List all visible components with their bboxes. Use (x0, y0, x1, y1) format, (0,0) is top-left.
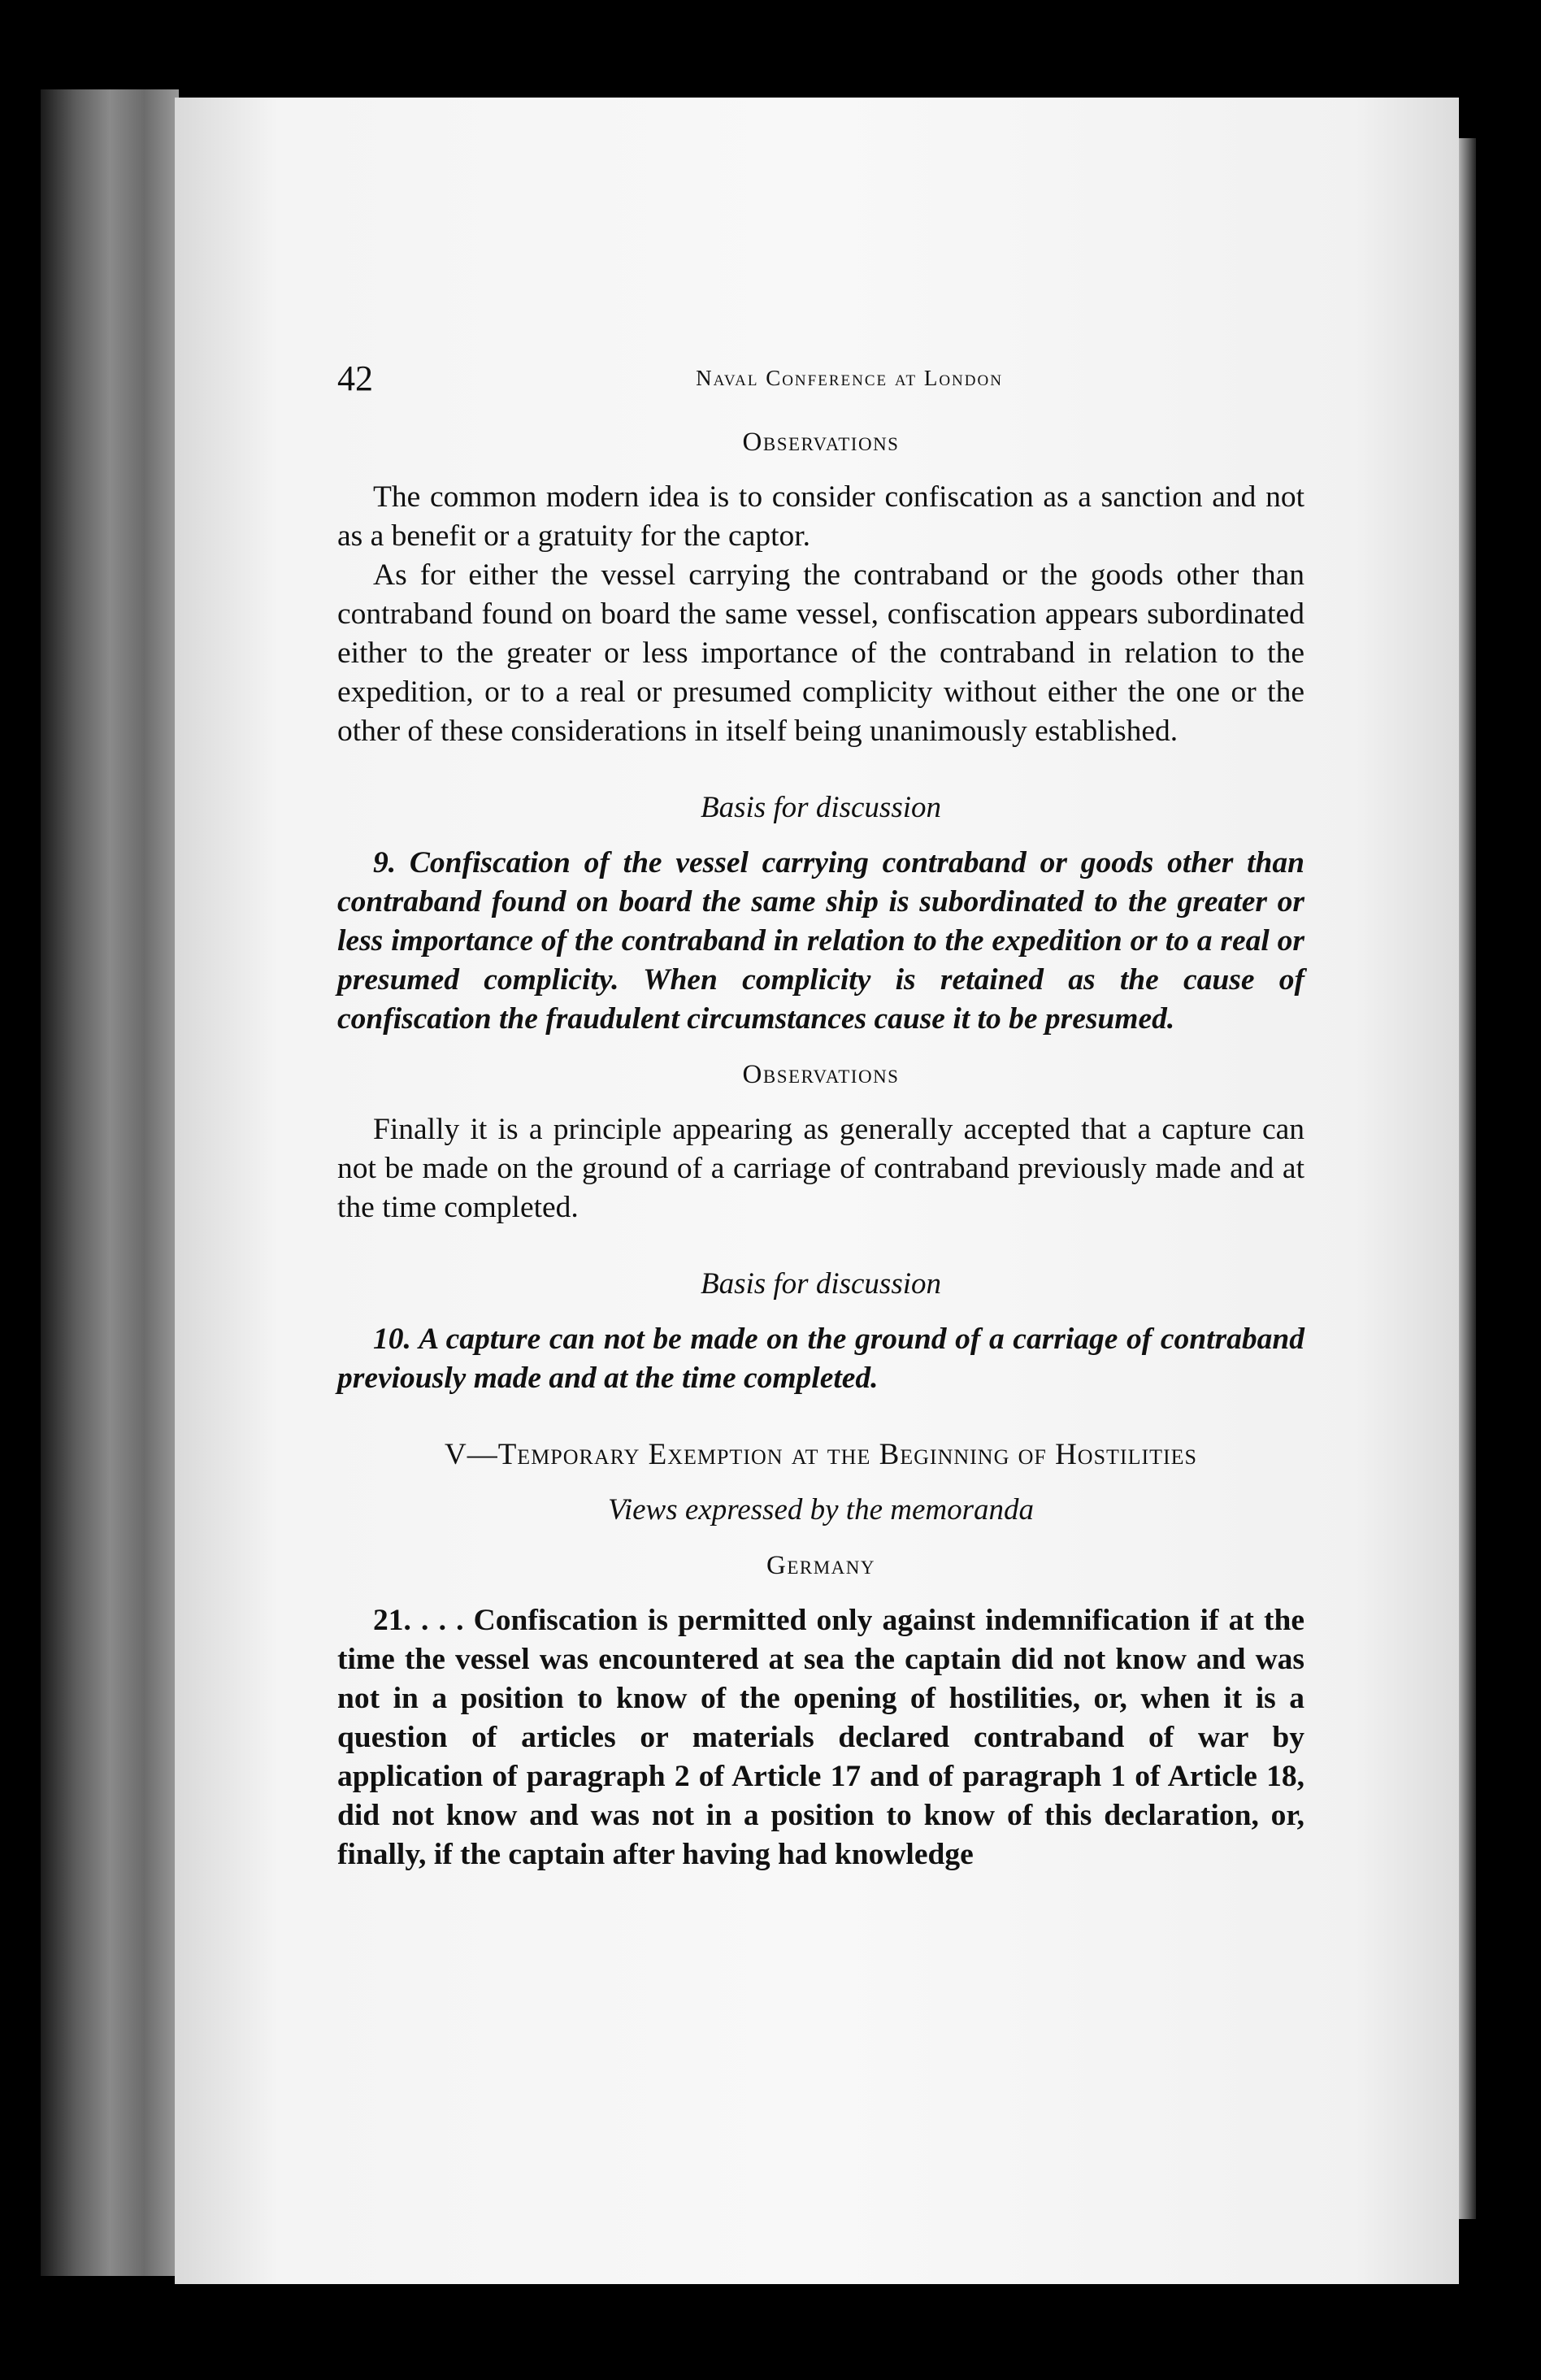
basis-heading: Basis for discussion (700, 1267, 942, 1301)
observations-heading: Observations (742, 1060, 900, 1089)
book-page-edges (41, 89, 179, 2276)
running-head: Naval Conference at London (696, 366, 1003, 390)
basis-text: 9. Confiscation of the vessel carrying contraband or goods other than contraband found on board the same ship is subordinated to the greater or less importance of the contraband in relation to the expedition or to a real or presumed complicity. When complicity is retained as the cause of confiscation the fraudulent circumstances cause it to be presumed. (337, 846, 1304, 1036)
book-page (175, 98, 1459, 2284)
page-header (337, 358, 1361, 406)
observation-paragraph: Finally it is a principle appearing as generally accepted that a capture can not be made on the ground of a carriage of contraband previously made and at the time completed. (337, 1113, 1304, 1224)
observations-heading: Observations (742, 428, 900, 457)
basis-text: 10. A capture can not be made on the ground of a carriage of contraband previously made and at the time completed. (337, 1322, 1304, 1395)
observation-paragraph: As for either the vessel carrying the contraband or the goods other than contraband found on board the same vessel, confiscation appears subordinated either to the greater or less importance of the contraband in relation to the expedition, or to a real or presumed complicity without either the one or the other of these considerations in itself being unanimously established. (337, 558, 1304, 748)
views-heading: Views expressed by the memoranda (607, 1493, 1035, 1527)
observation-paragraph: The common modern idea is to consider confiscation as a sanction and not as a benefit or a gratuity for the captor. (337, 480, 1304, 553)
basis-heading: Basis for discussion (700, 791, 942, 824)
germany-paragraph: 21. . . . Confiscation is permitted only against indemnification if at the time the vessel was encountered at sea the captain did not know and was not in a position to know of the opening of hostilities, or, when it is a question of articles or materials declared contraband of war by application of paragraph 2 of Article 17 and of paragraph 1 of Article 18, did not know and was not in a position to know of this declaration, or, finally, if the captain after having had knowledge (337, 1604, 1304, 1871)
section-title: V—Temporary Exemption at the Beginning of Hostilities (444, 1438, 1198, 1471)
page-body (337, 423, 1304, 1874)
country-heading: Germany (766, 1551, 875, 1580)
page-number: 42 (337, 358, 373, 398)
